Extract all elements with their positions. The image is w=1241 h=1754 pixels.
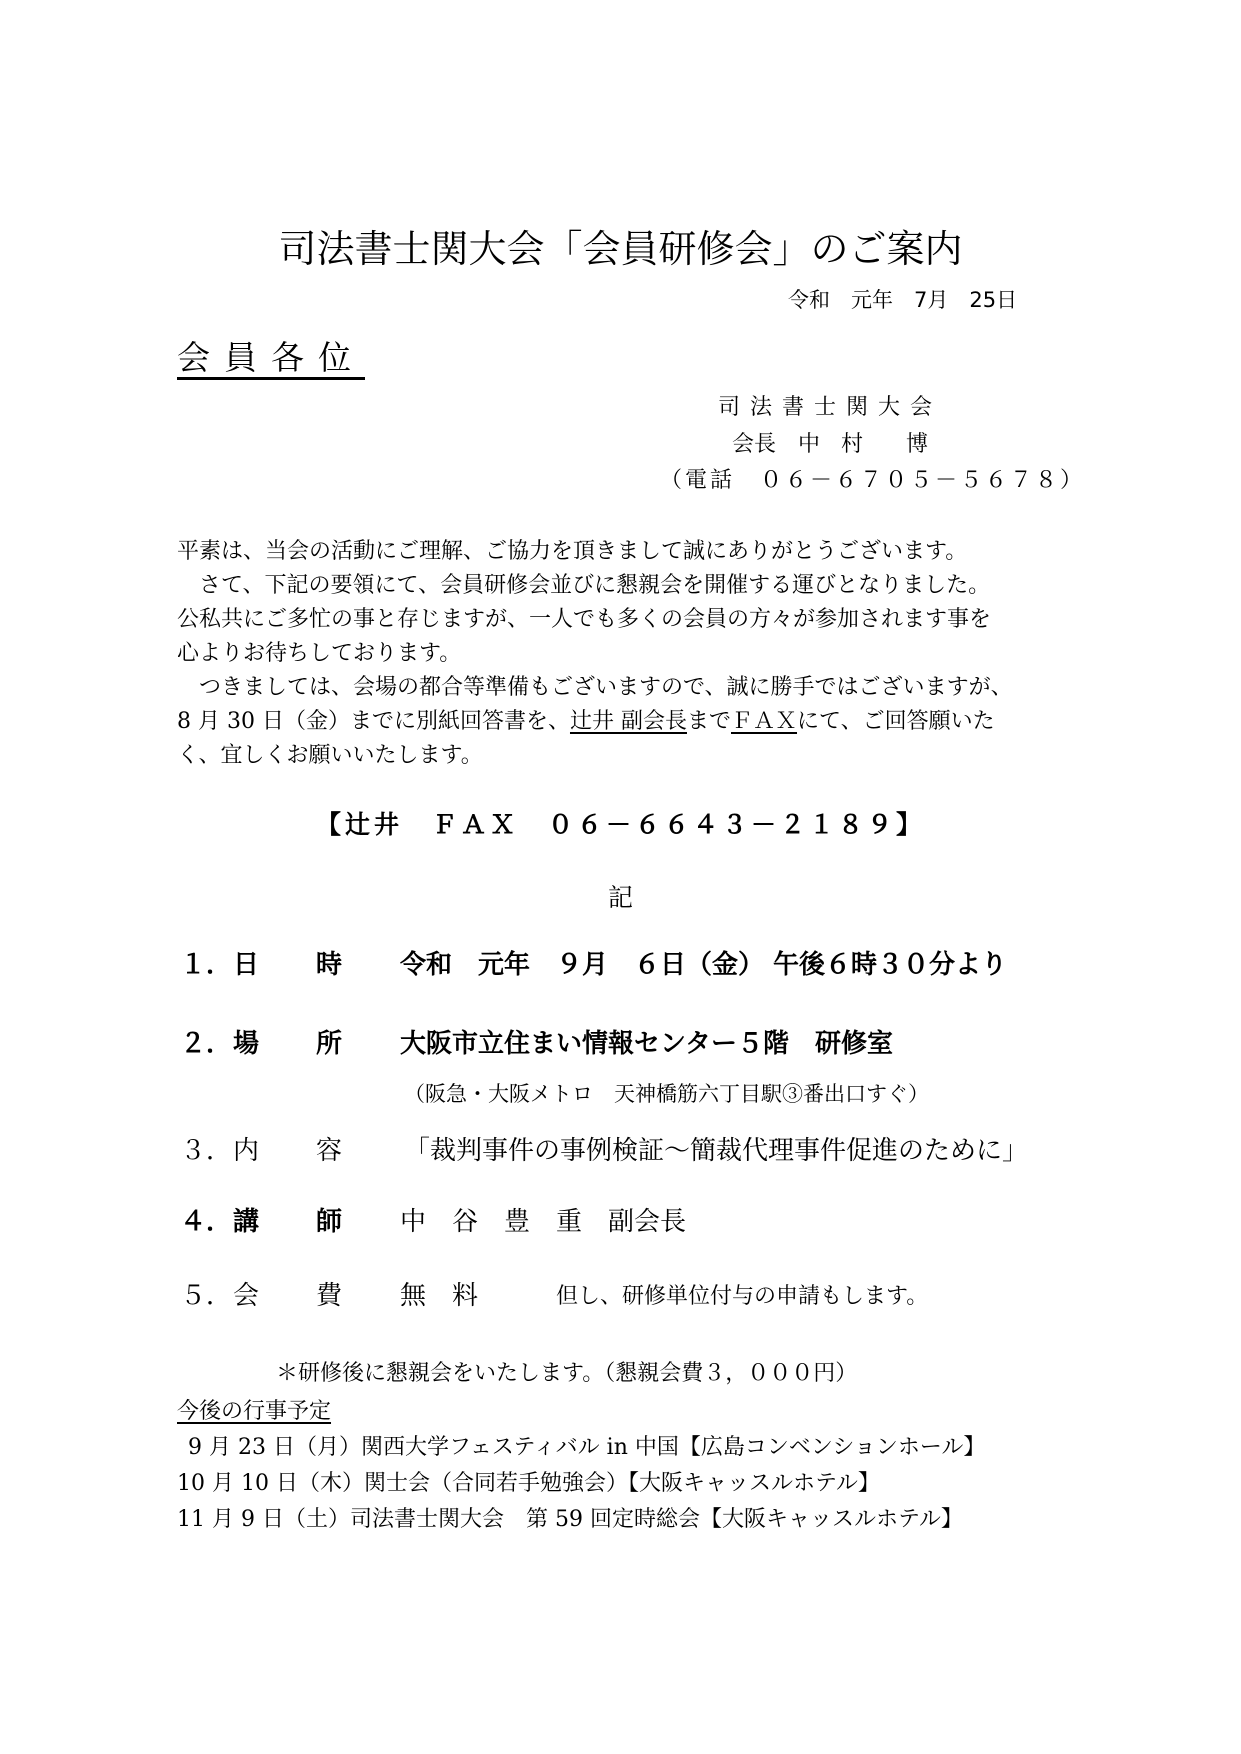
body-line-5: つきましては、会場の都合等準備もございますので、誠に勝手ではございますが、 (177, 675, 1013, 700)
item-5-label-1: 会 (233, 1281, 260, 1311)
ki-heading: 記 (607, 883, 633, 912)
body-line-6-rest: にて、ご回答願いた (797, 709, 995, 734)
issue-date: 令和 元年 7月 25日 (788, 288, 1018, 312)
sender-chair: 会長 中 村 博 (732, 432, 928, 457)
fax-word: ＦＡＸ (731, 709, 798, 734)
schedule-item: 11 月 9 日（土）司法書士関大会 第 59 回定時総会【大阪キャッスルホテル】 (177, 1507, 963, 1532)
item-1-value: 令和 元年 ９月 ６日（金） 午後６時３０分より (400, 950, 1008, 980)
item-3-value: 「裁判事件の事例検証～簡裁代理事件促進のために」 (404, 1136, 1029, 1166)
item-4-label-1: 講 (233, 1207, 260, 1237)
body-line-6-made: まで (686, 709, 731, 734)
fax-number-line: 【辻井 ＦＡＸ ０６－６６４３－２１８９】 (315, 810, 925, 839)
body-line-2: さて、下記の要領にて、会員研修会並びに懇親会を開催する運びとなりました。 (177, 573, 991, 598)
item-5-note: 但し、研修単位付与の申請もします。 (556, 1284, 929, 1309)
body-line-3: 公私共にご多忙の事と存じますが、一人でも多くの会員の方々が参加されます事を (177, 607, 992, 632)
item-1-label-2: 時 (316, 950, 343, 980)
vice-chair-name: 辻井 副会長 (569, 709, 687, 734)
item-2-access: （阪急・大阪メトロ 天神橋筋六丁目駅③番出口すぐ） (404, 1082, 929, 1106)
item-5-label-2: 費 (316, 1281, 343, 1311)
item-2-label-2: 所 (316, 1029, 343, 1059)
schedule-item: 10 月 10 日（木）関士会（合同若手勉強会）【大阪キャッスルホテル】 (177, 1471, 880, 1496)
body-line-6-deadline: 8 月 30 日（金）までに別紙回答書を、 (177, 709, 570, 734)
item-2-value: 大阪市立住まい情報センター５階 研修室 (400, 1029, 893, 1059)
item-4-label-2: 師 (316, 1207, 343, 1237)
item-1-label-1: 日 (233, 950, 260, 980)
item-2-label-1: 場 (233, 1029, 260, 1059)
item-5-number: ５． (180, 1281, 233, 1311)
sender-org: 司法書士関大会 (717, 395, 942, 420)
item-3-label-1: 内 (233, 1136, 260, 1166)
body-line-7: く、宜しくお願いいたします。 (177, 743, 483, 768)
item-3-number: ３． (180, 1136, 233, 1166)
document-title: 司法書士関大会「会員研修会」のご案内 (278, 227, 963, 271)
schedule-item: 9 月 23 日（月）関西大学フェスティバル in 中国【広島コンベンションホール】 (188, 1435, 986, 1460)
schedule-heading: 今後の行事予定 (177, 1399, 332, 1424)
body-line-6 (177, 705, 995, 739)
body-line-4: 心よりお待ちしております。 (177, 641, 462, 666)
item-1-number: １． (180, 950, 233, 980)
item-2-number: ２． (180, 1029, 233, 1059)
item-3-label-2: 容 (316, 1136, 343, 1166)
sender-phone: （電話 ０６－６７０５－５６７８） (660, 468, 1086, 493)
item-4-number: ４． (180, 1207, 233, 1237)
party-note: ＊研修後に懇親会をいたします。（懇親会費３，０００円） (276, 1361, 858, 1386)
item-4-value: 中 谷 豊 重 副会長 (400, 1207, 687, 1237)
item-5-value: 無 料 (400, 1281, 479, 1311)
body-line-1: 平素は、当会の活動にご理解、ご協力を頂きまして誠にありがとうございます。 (177, 539, 968, 564)
addressee: 会員各位 (177, 338, 365, 377)
